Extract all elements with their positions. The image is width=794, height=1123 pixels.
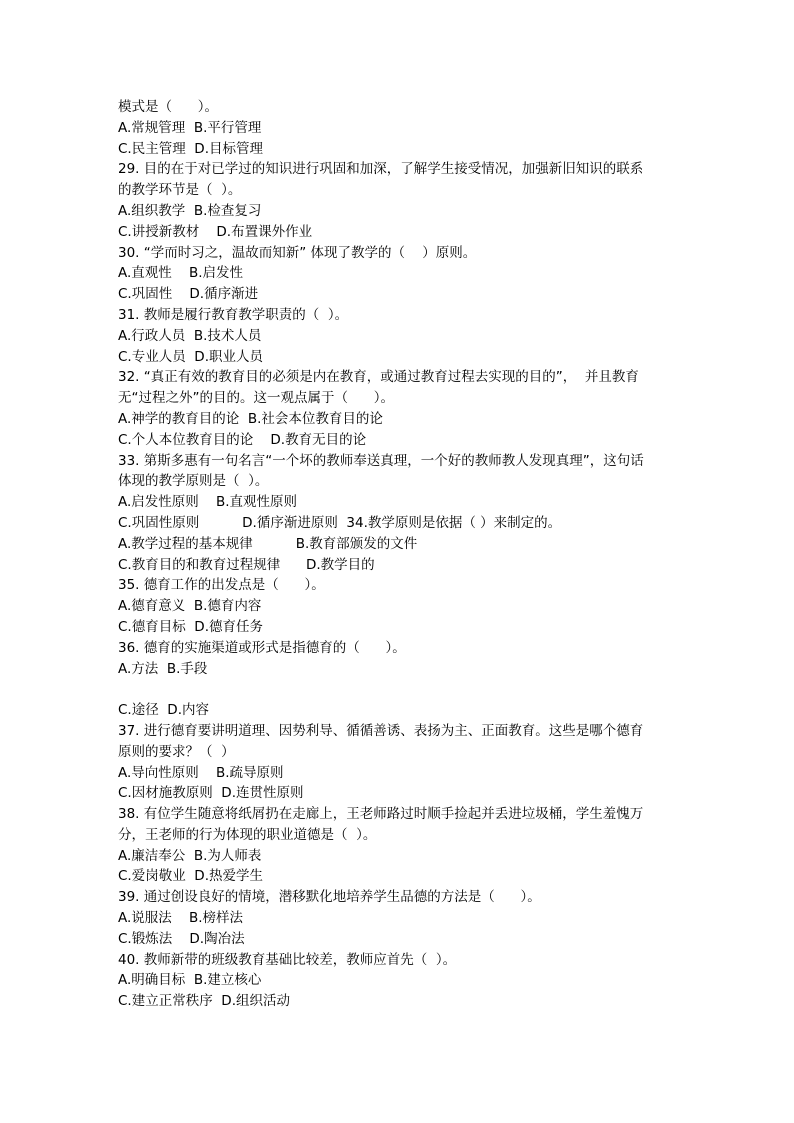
text-line: A.廉洁奉公 B.为人师表 (118, 847, 262, 864)
text-line: 原则的要求？（ ） (118, 743, 235, 760)
text-line: 的教学环节是（ ）。 (118, 182, 242, 199)
text-line: 29. 目的在于对已学过的知识进行巩固和加深，了解学生接受情况，加强新旧知识的联系 (118, 161, 644, 178)
text-line: 40. 教师新带的班级教育基础比较差，教师应首先（ ）。 (118, 951, 457, 968)
blank-line (118, 679, 698, 700)
text-line: 无“过程之外”的目的。这一观点属于（ ）。 (118, 390, 394, 407)
text-line: A.神学的教育目的论 B.社会本位教育目的论 (118, 410, 383, 427)
text-line: C.个人本位教育目的论 D.教育无目的论 (118, 431, 367, 448)
text-line: 36. 德育的实施渠道或形式是指德育的（ ）。 (118, 639, 406, 656)
text-line: 39. 通过创设良好的情境，潜移默化地培养学生品德的方法是（ ）。 (118, 889, 541, 906)
text-line: A.常规管理 B.平行管理 (118, 119, 262, 136)
text-line: C.途径 D.内容 (118, 702, 209, 719)
text-line: A.德育意义 B.德育内容 (118, 598, 262, 615)
text-line: 分，王老师的行为体现的职业道德是（ ）。 (118, 826, 377, 843)
text-line: C.因材施教原则 D.连贯性原则 (118, 785, 304, 802)
text-line: A.教学过程的基本规律 B.教育部颁发的文件 (118, 535, 418, 552)
text-line: A.组织教学 B.检查复习 (118, 202, 262, 219)
text-line: C.锻炼法 D.陶冶法 (118, 930, 245, 947)
text-line: C.建立正常秩序 D.组织活动 (118, 993, 290, 1010)
text-line: A.启发性原则 B.直观性原则 (118, 494, 298, 511)
text-line: 33. 第斯多惠有一句名言“一个坏的教师奉送真理，一个好的教师教人发现真理”，这句话 (118, 452, 644, 469)
text-line: A.导向性原则 B.疏导原则 (118, 764, 284, 781)
text-line: C.专业人员 D.职业人员 (118, 348, 263, 365)
text-line: A.直观性 B.启发性 (118, 265, 244, 282)
text-line: C.德育目标 D.德育任务 (118, 618, 263, 635)
text-line: C.巩固性原则 D.循序渐进原则 34.教学原则是依据（ ）来制定的。 (118, 514, 562, 531)
text-line: A.行政人员 B.技术人员 (118, 327, 262, 344)
text-line: A.说服法 B.榜样法 (118, 910, 244, 927)
text-line: C.爱岗敬业 D.热爱学生 (118, 868, 263, 885)
text-line: 模式是（ ）。 (118, 99, 218, 115)
document-page (118, 97, 698, 1012)
text-line: C.巩固性 D.循序渐进 (118, 286, 259, 303)
text-line: C.教育目的和教育过程规律 D.教学目的 (118, 556, 375, 573)
text-line: 31. 教师是履行教育教学职责的（ ）。 (118, 306, 349, 323)
text-line: A.明确目标 B.建立核心 (118, 972, 262, 989)
text-line: 35. 德育工作的出发点是（ ）。 (118, 577, 325, 594)
text-line: C.讲授新教材 D.布置课外作业 (118, 223, 313, 240)
text-line: 38. 有位学生随意将纸屑扔在走廊上，王老师路过时顺手捡起并丢进垃圾桶，学生羞愧万 (118, 806, 644, 823)
text-line: 37. 进行德育要讲明道理、因势利导、循循善诱、表扬为主、正面教育。这些是哪个德育 (118, 722, 644, 739)
text-line: C.民主管理 D.目标管理 (118, 140, 263, 157)
text-line: 体现的教学原则是（ ）。 (118, 473, 269, 490)
text-line: A.方法 B.手段 (118, 660, 208, 677)
text-line: 32. “真正有效的教育目的必须是内在教育，或通过教育过程去实现的目的”， 并且教育 (118, 369, 639, 386)
text-line: 30. “学而时习之，温故而知新” 体现了教学的（ ）原则。 (118, 244, 477, 261)
